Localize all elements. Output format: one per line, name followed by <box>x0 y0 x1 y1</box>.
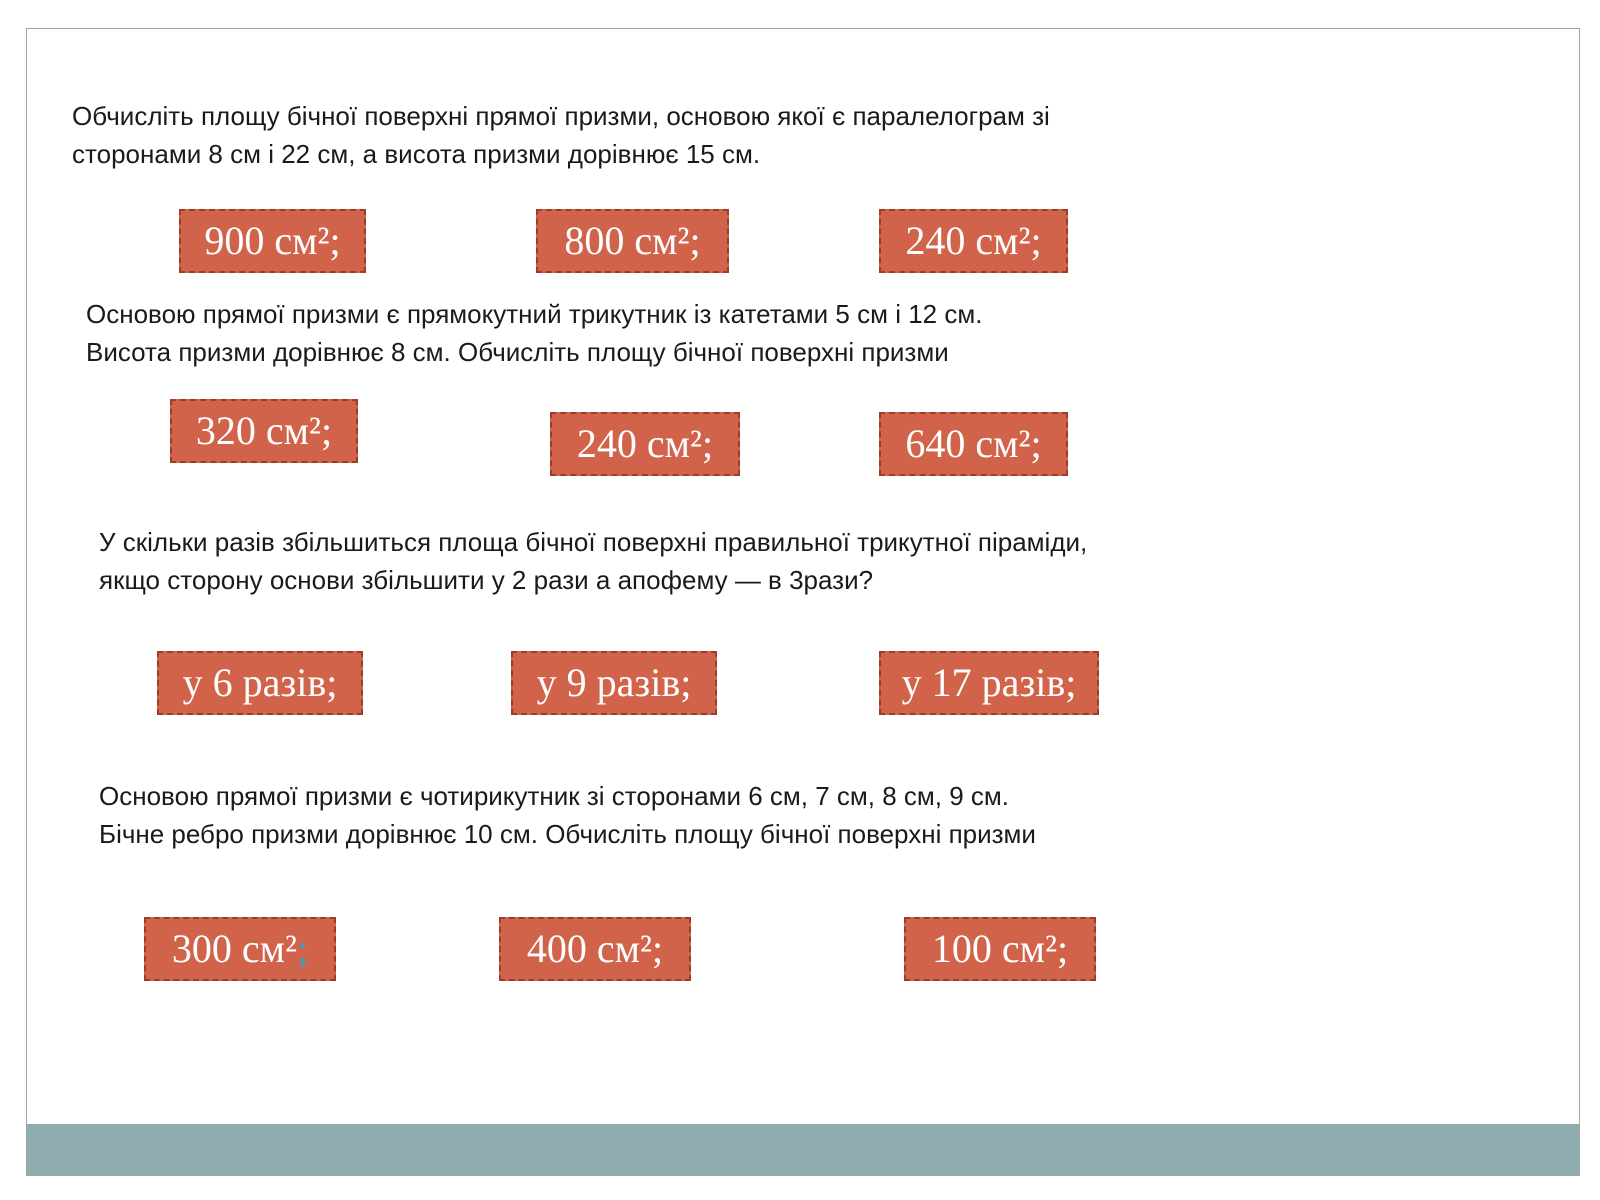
question-4-option-2-button[interactable]: 400 см²; <box>499 917 691 981</box>
question-1-line-1: Обчисліть площу бічної поверхні прямої призми, основою якої є паралелограм зі <box>72 101 1050 131</box>
question-2-option-3-button[interactable]: 640 см²; <box>879 412 1068 476</box>
question-3-option-1-button[interactable]: у 6 разів; <box>157 651 363 715</box>
question-4-option-3-button[interactable]: 100 см²; <box>904 917 1096 981</box>
question-4 <box>99 777 1036 853</box>
question-1 <box>72 97 1050 173</box>
question-3-line-2: якщо сторону основи збільшити у 2 рази а апофему — в 3рази? <box>99 565 874 595</box>
question-2-option-2-button[interactable]: 240 см²; <box>550 412 740 476</box>
question-2-option-1-button[interactable]: 320 см²; <box>170 399 358 463</box>
question-3-line-1: У скільки разів збільшиться площа бічної поверхні правильної трикутної піраміди, <box>99 527 1088 557</box>
text-cursor-mark: ; <box>296 926 309 971</box>
question-2-line-1: Основою прямої призми є прямокутний трикутник із катетами 5 см і 12 см. <box>86 299 983 329</box>
question-1-option-3-button[interactable]: 240 см²; <box>879 209 1068 273</box>
question-4-option-1-button[interactable] <box>144 917 336 981</box>
question-4-option-1-label: 300 см² <box>171 926 297 971</box>
question-2 <box>86 295 982 371</box>
question-4-line-1: Основою прямої призми є чотирикутник зі сторонами 6 см, 7 см, 8 см, 9 см. <box>99 781 1010 811</box>
question-1-option-2-button[interactable]: 800 см²; <box>536 209 729 273</box>
question-3 <box>99 523 1087 599</box>
question-3-option-3-button[interactable]: у 17 разів; <box>879 651 1099 715</box>
slide <box>26 28 1580 1176</box>
footer-bar <box>27 1124 1579 1175</box>
question-2-line-2: Висота призми дорівнює 8 см. Обчисліть площу бічної поверхні призми <box>86 337 949 367</box>
question-1-option-1-button[interactable]: 900 см²; <box>179 209 366 273</box>
question-1-line-2: сторонами 8 см і 22 см, а висота призми дорівнює 15 см. <box>72 139 761 169</box>
question-4-line-2: Бічне ребро призми дорівнює 10 см. Обчисліть площу бічної поверхні призми <box>99 819 1036 849</box>
question-3-option-2-button[interactable]: у 9 разів; <box>511 651 717 715</box>
